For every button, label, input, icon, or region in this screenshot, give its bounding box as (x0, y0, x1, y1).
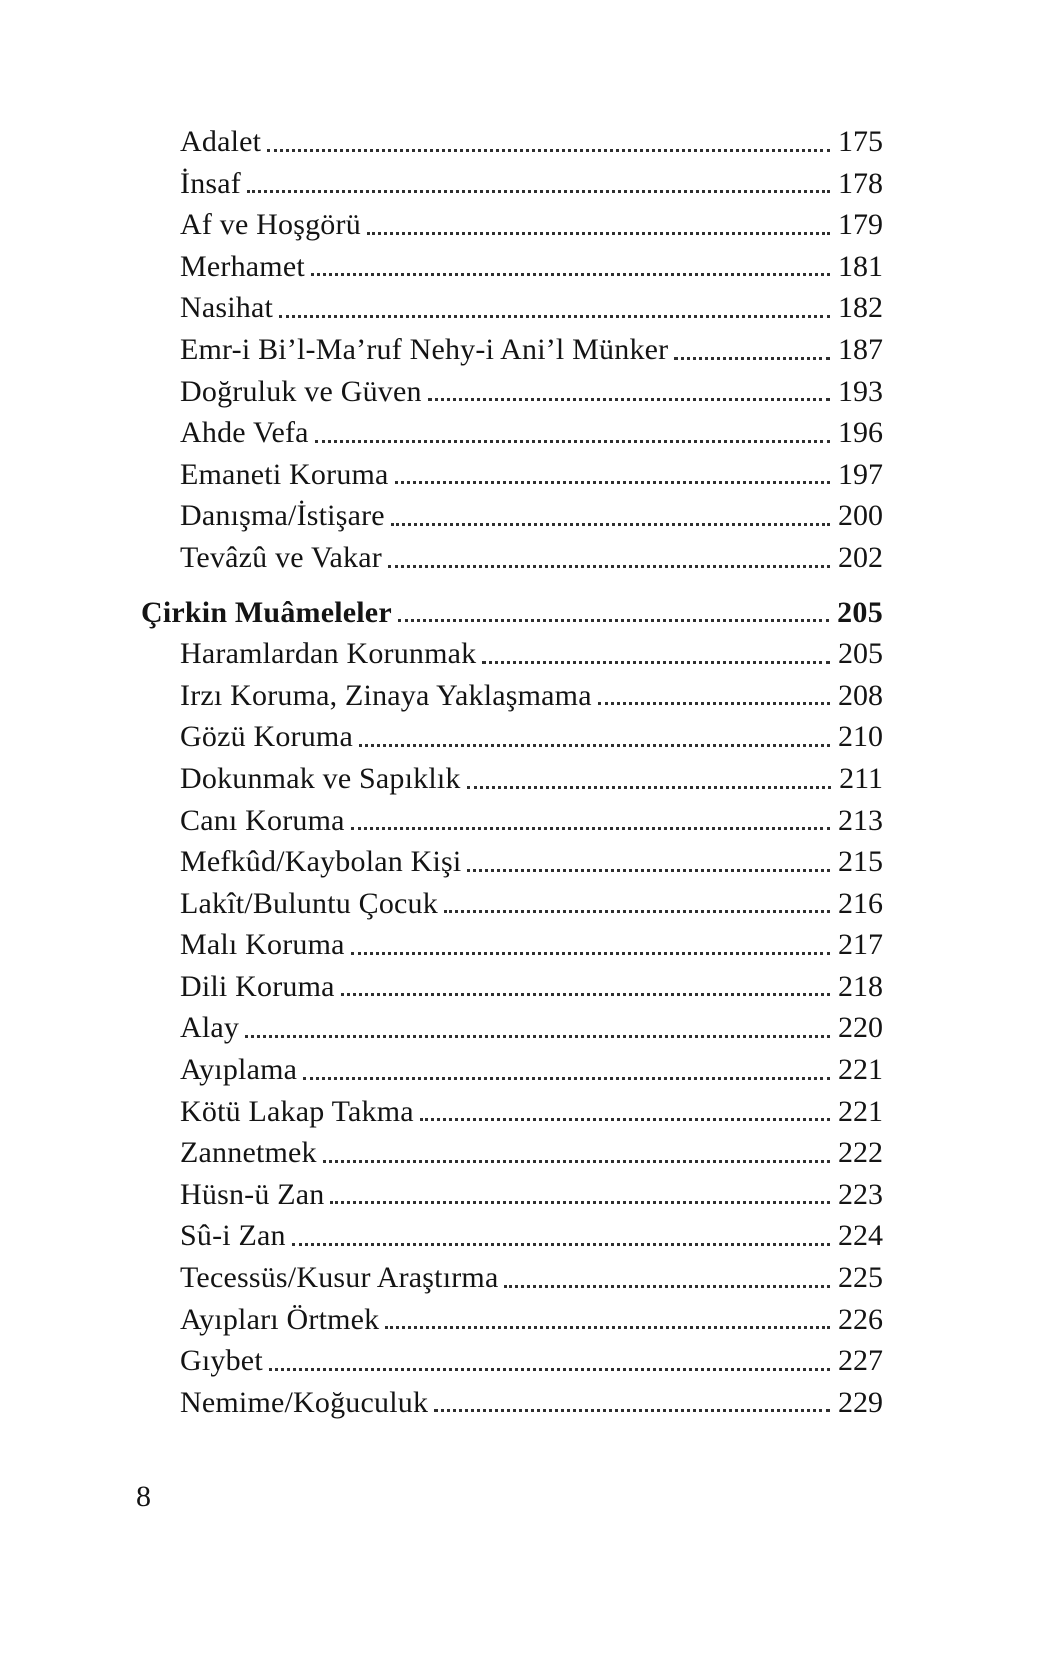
toc-entry-label: Kötü Lakap Takma (180, 1094, 414, 1128)
toc-entry-label: Alay (180, 1011, 240, 1045)
toc-entry-page: 227 (838, 1344, 883, 1378)
dot-leader (482, 661, 830, 664)
toc-entry-page: 210 (838, 720, 883, 754)
toc-entry-page: 197 (838, 457, 883, 491)
toc-entry-page: 215 (838, 845, 883, 879)
toc-entry (141, 1257, 883, 1299)
toc-entry-page: 225 (838, 1261, 883, 1295)
toc-entry-label: Gıybet (180, 1344, 263, 1378)
toc-entry-page: 229 (838, 1385, 883, 1419)
toc-entry-page: 193 (838, 374, 883, 408)
toc-entry (141, 287, 883, 329)
toc-entry-label: Haramlardan Korunmak (180, 637, 477, 671)
dot-leader (504, 1285, 830, 1288)
toc-entry-label: Ayıpları Örtmek (180, 1302, 380, 1336)
dot-leader (674, 357, 830, 360)
toc-entry (141, 121, 883, 163)
dot-leader (391, 523, 830, 526)
toc-entry-label: Danışma/İstişare (180, 499, 385, 533)
toc-entry-label: Emr-i Bi’l-Ma’ruf Nehy-i Ani’l Münker (180, 332, 669, 366)
toc-entry-page: 182 (838, 291, 883, 325)
dot-leader (598, 702, 830, 705)
toc-entry (141, 1091, 883, 1133)
toc-entry-label: Doğruluk ve Güven (180, 374, 422, 408)
toc-entry (141, 371, 883, 413)
dot-leader (247, 190, 830, 193)
dot-leader (292, 1243, 830, 1246)
toc-entry-label: Çirkin Muâmeleler (141, 595, 392, 629)
toc-entry-page: 205 (837, 595, 883, 629)
toc-entry (141, 1174, 883, 1216)
dot-leader (420, 1118, 830, 1121)
dot-leader (398, 619, 829, 622)
toc-entry-label: Tevâzû ve Vakar (180, 540, 382, 574)
dot-leader (311, 273, 830, 276)
toc-entry (141, 1340, 883, 1382)
toc-entry-page: 178 (838, 166, 883, 200)
toc-entry (141, 537, 883, 579)
toc-entry-label: Ahde Vefa (180, 416, 309, 450)
toc-entry-page: 220 (838, 1011, 883, 1045)
dot-leader (341, 993, 830, 996)
toc-entry-page: 217 (838, 928, 883, 962)
toc-entry-label: Canı Koruma (180, 803, 345, 837)
toc-entry-page: 213 (838, 803, 883, 837)
toc-entry (141, 412, 883, 454)
toc-entry-label: İnsaf (180, 166, 241, 200)
toc-entry-page: 205 (838, 637, 883, 671)
dot-leader (444, 910, 830, 913)
toc-entry-label: Nemime/Koğuculuk (180, 1385, 429, 1419)
dot-leader (245, 1035, 830, 1038)
dot-leader (467, 786, 831, 789)
toc-entry-label: Nasihat (180, 291, 274, 325)
toc-entry-label: Emaneti Koruma (180, 457, 389, 491)
toc-entry-label: Dili Koruma (180, 969, 335, 1003)
toc-entry-label: Mefkûd/Kaybolan Kişi (180, 845, 462, 879)
toc-entry-label: Dokunmak ve Sapıklık (180, 761, 461, 795)
toc-entry (141, 883, 883, 925)
toc-entry-label: Merhamet (180, 249, 305, 283)
toc-entry (141, 495, 883, 537)
toc-entry-label: Gözü Koruma (180, 720, 353, 754)
dot-leader (330, 1201, 830, 1204)
toc-entry-page: 226 (838, 1302, 883, 1336)
toc-entry-page: 221 (838, 1094, 883, 1128)
table-of-contents (141, 121, 883, 1423)
dot-leader (467, 869, 830, 872)
toc-entry (141, 716, 883, 758)
dot-leader (428, 398, 830, 401)
toc-entry-label: Zannetmek (180, 1136, 317, 1170)
folio-page-number: 8 (136, 1480, 151, 1513)
toc-entry (141, 800, 883, 842)
toc-entry (141, 163, 883, 205)
toc-entry (141, 1382, 883, 1424)
toc-entry (141, 1132, 883, 1174)
toc-entry (141, 1007, 883, 1049)
toc-entry-label: Af ve Hoşgörü (180, 208, 361, 242)
dot-leader (315, 440, 830, 443)
dot-leader (323, 1160, 830, 1163)
toc-entry-page: 223 (838, 1177, 883, 1211)
dot-leader (388, 565, 830, 568)
toc-entry-page: 218 (838, 969, 883, 1003)
toc-entry-label: Sû-i Zan (180, 1219, 286, 1253)
toc-entry-page: 175 (838, 125, 883, 158)
dot-leader (351, 827, 830, 830)
toc-entry (141, 1049, 883, 1091)
toc-entry-page: 211 (839, 761, 883, 795)
toc-entry (141, 1215, 883, 1257)
toc-entry-label: Ayıplama (180, 1053, 298, 1087)
toc-entry (141, 454, 883, 496)
toc-entry-page: 202 (838, 540, 883, 574)
dot-leader (367, 232, 830, 235)
dot-leader (351, 952, 830, 955)
toc-entry (141, 633, 883, 675)
toc-entry-label: Hüsn-ü Zan (180, 1177, 325, 1211)
toc-entry-label: Irzı Koruma, Zinaya Yaklaşmama (180, 678, 592, 712)
toc-entry-page: 222 (838, 1136, 883, 1170)
toc-entry (141, 329, 883, 371)
toc-entry-page: 216 (838, 886, 883, 920)
toc-entry (141, 924, 883, 966)
toc-entry-page: 196 (838, 416, 883, 450)
toc-entry (141, 966, 883, 1008)
toc-entry (141, 1299, 883, 1341)
dot-leader (267, 149, 830, 152)
toc-entry (141, 675, 883, 717)
toc-entry (141, 841, 883, 883)
dot-leader (385, 1326, 830, 1329)
toc-entry (141, 246, 883, 288)
toc-entry-label: Malı Koruma (180, 928, 345, 962)
dot-leader (279, 315, 830, 318)
dot-leader (269, 1368, 830, 1371)
dot-leader (434, 1409, 830, 1412)
toc-entry (141, 204, 883, 246)
toc-entry-page: 187 (838, 332, 883, 366)
dot-leader (303, 1077, 830, 1080)
toc-entry-page: 200 (838, 499, 883, 533)
toc-entry-page: 208 (838, 678, 883, 712)
dot-leader (395, 481, 830, 484)
toc-entry-label: Adalet (180, 125, 262, 158)
toc-entry-page: 179 (838, 208, 883, 242)
toc-section-heading (141, 592, 883, 634)
toc-entry-page: 221 (838, 1053, 883, 1087)
dot-leader (359, 744, 830, 747)
toc-entry-page: 181 (838, 249, 883, 283)
toc-entry-page: 224 (838, 1219, 883, 1253)
toc-entry (141, 758, 883, 800)
toc-entry-label: Tecessüs/Kusur Araştırma (180, 1261, 499, 1295)
toc-entry-label: Lakît/Buluntu Çocuk (180, 886, 438, 920)
